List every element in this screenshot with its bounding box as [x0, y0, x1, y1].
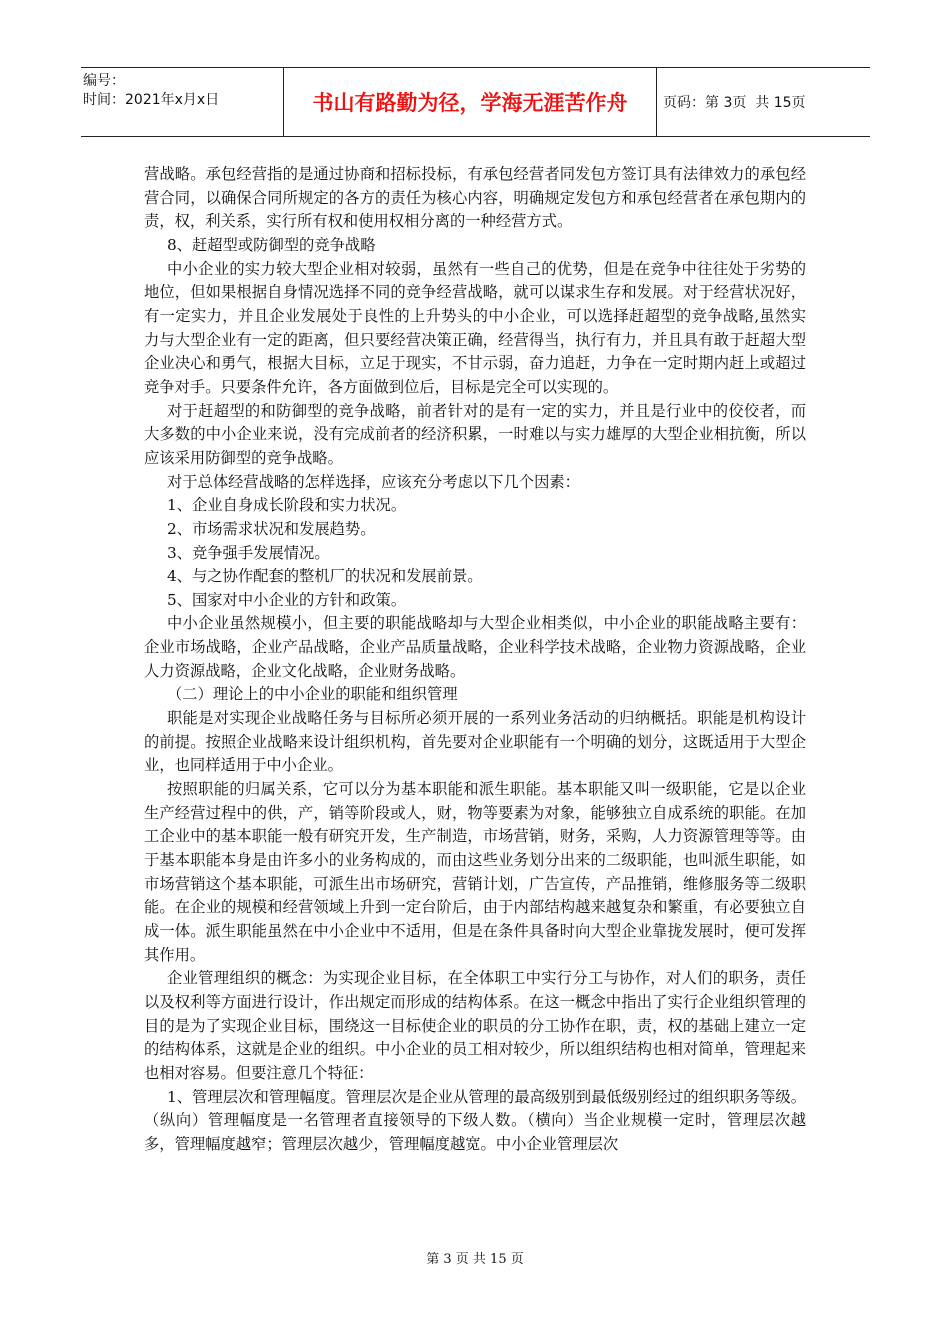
- header-motto: 书山有路勤为径，学海无涯苦作舟: [283, 68, 657, 136]
- body-text: [144, 163, 806, 1157]
- header-table: [81, 67, 870, 137]
- list-item: 5、国家对中小企业的方针和政策。: [166, 590, 407, 609]
- paragraph: 中小企业虽然规模小，但主要的职能战略却与大型企业相类似，中小企业的职能战略主要有：企业市场战略，企业产品战略，企业产品质量战略，企业科学技术战略，企业物力资源战略，企业人力资源战略，企业文化战略，企业财务战略。: [144, 614, 806, 680]
- paragraph: 按照职能的归属关系，它可以分为基本职能和派生职能。基本职能又叫一级职能，它是以企业生产经营过程中的供，产，销等阶段或人，财，物等要素为对象，能够独立自成系统的职能。在加工企业中的基本职能一般有研究开发，生产制造，市场营销，财务，采购，人力资源管理等等。由于基本职能本身是由许多小的业务构成的，而由这些业务划分出来的二级职能，也叫派生职能，如市场营销这个基本职能，可派生出市场研究，营销计划，广告宣传，产品推销，维修服务等二级职能。在企业的规模和经营领域上升到一定台阶后，由于内部结构越来越复杂和繁重，有必要独立自成一体。派生职能虽然在中小企业中不适用，但是在条件具备时向大型企业靠拢发展时，便可发挥其作用。: [144, 780, 806, 964]
- list-item: 4、与之协作配套的整机厂的状况和发展前景。: [166, 567, 483, 586]
- paragraph: 营战略。承包经营指的是通过协商和招标投标，有承包经营者同发包方签订具有法律效力的承包经营合同，以确保合同所规定的各方的责任为核心内容，明确规定发包方和承包经营者在承包期内的责，权，利关系，实行所有权和使用权相分离的一种经营方式。: [144, 165, 806, 231]
- paragraph: 职能是对实现企业战略任务与目标所必须开展的一系列业务活动的归纳概括。职能是机构设计的前提。按照企业战略来设计组织机构，首先要对企业职能有一个明确的划分，这既适用于大型企业，也同样适用于中小企业。: [144, 709, 806, 775]
- paragraph: 对于赶超型的和防御型的竞争战略，前者针对的是有一定的实力，并且是行业中的佼佼者，而大多数的中小企业来说，没有完成前者的经济积累，一时难以与实力雄厚的大型企业相抗衡，所以应该采用防御型的竞争战略。: [144, 401, 806, 467]
- document-number-label: 编号：: [83, 73, 125, 89]
- document-date: 时间：2021年x月x日: [83, 92, 220, 108]
- section-heading: 8、赶超型或防御型的竞争战略: [166, 235, 376, 254]
- page-footer: 第 3 页 共 15 页: [426, 1252, 524, 1267]
- paragraph: 1、管理层次和管理幅度。管理层次是企业从管理的最高级别到最低级别经过的组织职务等级。（纵向）管理幅度是一名管理者直接领导的下级人数。（横向）当企业规模一定时，管理层次越多，管理幅度越窄；管理层次越少，管理幅度越宽。中小企业管理层次: [144, 1087, 806, 1153]
- header-left-cell: [81, 68, 283, 136]
- section-heading: （二）理论上的中小企业的职能和组织管理: [166, 685, 458, 704]
- header-page-info: 页码：第 3页 共 15页: [663, 95, 806, 111]
- list-item: 1、企业自身成长阶段和实力状况。: [166, 496, 407, 515]
- paragraph: 中小企业的实力较大型企业相对较弱，虽然有一些自己的优势，但是在竞争中往往处于劣势的地位，但如果根据自身情况选择不同的竞争经营战略，就可以谋求生存和发展。对于经营状况好，有一定实力，并且企业发展处于良性的上升势头的中小企业，可以选择赶超型的竞争战略,虽然实力与大型企业有一定的距离，但只要经营决策正确，经营得当，执行有力，并且具有敢于赶超大型企业决心和勇气，根据大目标，立足于现实，不甘示弱，奋力追赶，力争在一定时期内赶上或超过竞争对手。只要条件允许，各方面做到位后，目标是完全可以实现的。: [144, 259, 806, 396]
- paragraph: 企业管理组织的概念：为实现企业目标，在全体职工中实行分工与协作，对人们的职务，责任以及权利等方面进行设计，作出规定而形成的结构体系。在这一概念中指出了实行企业组织管理的目的是为了实现企业目标，围绕这一目标使企业的职员的分工协作在职，责，权的基础上建立一定的结构体系，这就是企业的组织。中小企业的员工相对较少，所以组织结构也相对简单，管理起来也相对容易。但要注意几个特征：: [144, 969, 806, 1082]
- list-item: 3、竞争强手发展情况。: [166, 543, 330, 562]
- list-item: 2、市场需求状况和发展趋势。: [166, 519, 376, 538]
- paragraph: 对于总体经营战略的怎样选择，应该充分考虑以下几个因素：: [166, 472, 580, 491]
